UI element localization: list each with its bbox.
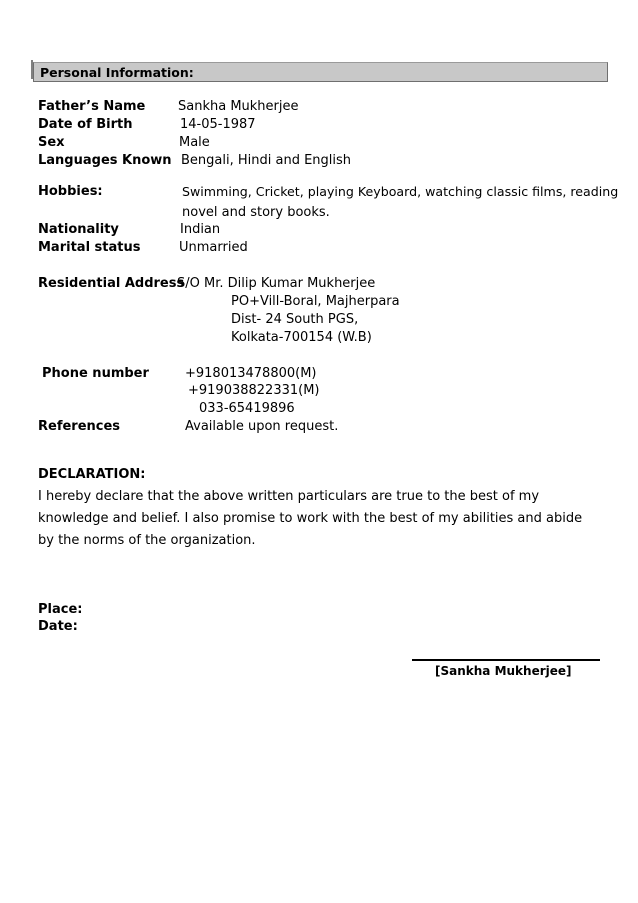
section-header-bar [33,62,608,82]
nationality-label: Nationality [38,222,119,237]
phone-number-label: Phone number [42,366,149,381]
marital-status-value: Unmarried [179,240,248,255]
declaration-heading: DECLARATION: [38,467,146,482]
languages-value: Bengali, Hindi and English [181,153,352,168]
residential-address-label: Residential Address [38,276,185,291]
father-name-value: Sankha Mukherjee [178,99,299,114]
section-bar-accent [31,60,33,79]
declaration-text: I hereby declare that the above written particulars are true to the best of my knowledge and belief. I also promise to work with the best of my abilities and abide by the norms of the organization. [38,489,583,548]
address-line4: Kolkata-700154 (W.B) [231,330,372,345]
address-line2: PO+Vill-Boral, Majherpara [231,294,400,309]
father-name-label: Father’s Name [38,99,146,114]
hobbies-value-line1: Swimming, Cricket, playing Keyboard, watching classic films, reading [182,184,619,199]
references-label: References [38,419,121,434]
marital-status-label: Marital status [38,240,141,255]
dob-value: 14-05-1987 [180,117,256,132]
place-label: Place: [38,602,83,617]
address-line1: S/O Mr. Dilip Kumar Mukherjee [177,276,376,291]
hobbies-value-line2: novel and story books. [182,205,330,220]
sex-value: Male [179,135,210,150]
phone-line1: +918013478800(M) [185,366,317,381]
signature-name: [Sankha Mukherjee] [435,664,572,678]
references-value: Available upon request. [185,419,339,434]
signature-line [412,659,600,661]
hobbies-label: Hobbies: [38,184,103,199]
section-title: Personal Information: [40,65,194,80]
dob-label: Date of Birth [38,117,133,132]
nationality-value: Indian [180,222,221,237]
address-line3: Dist- 24 South PGS, [231,312,359,327]
sex-label: Sex [38,135,65,150]
phone-line3: 033-65419896 [199,401,295,416]
date-label: Date: [38,619,78,634]
phone-line2: +919038822331(M) [188,383,320,398]
languages-label: Languages Known [38,153,172,168]
